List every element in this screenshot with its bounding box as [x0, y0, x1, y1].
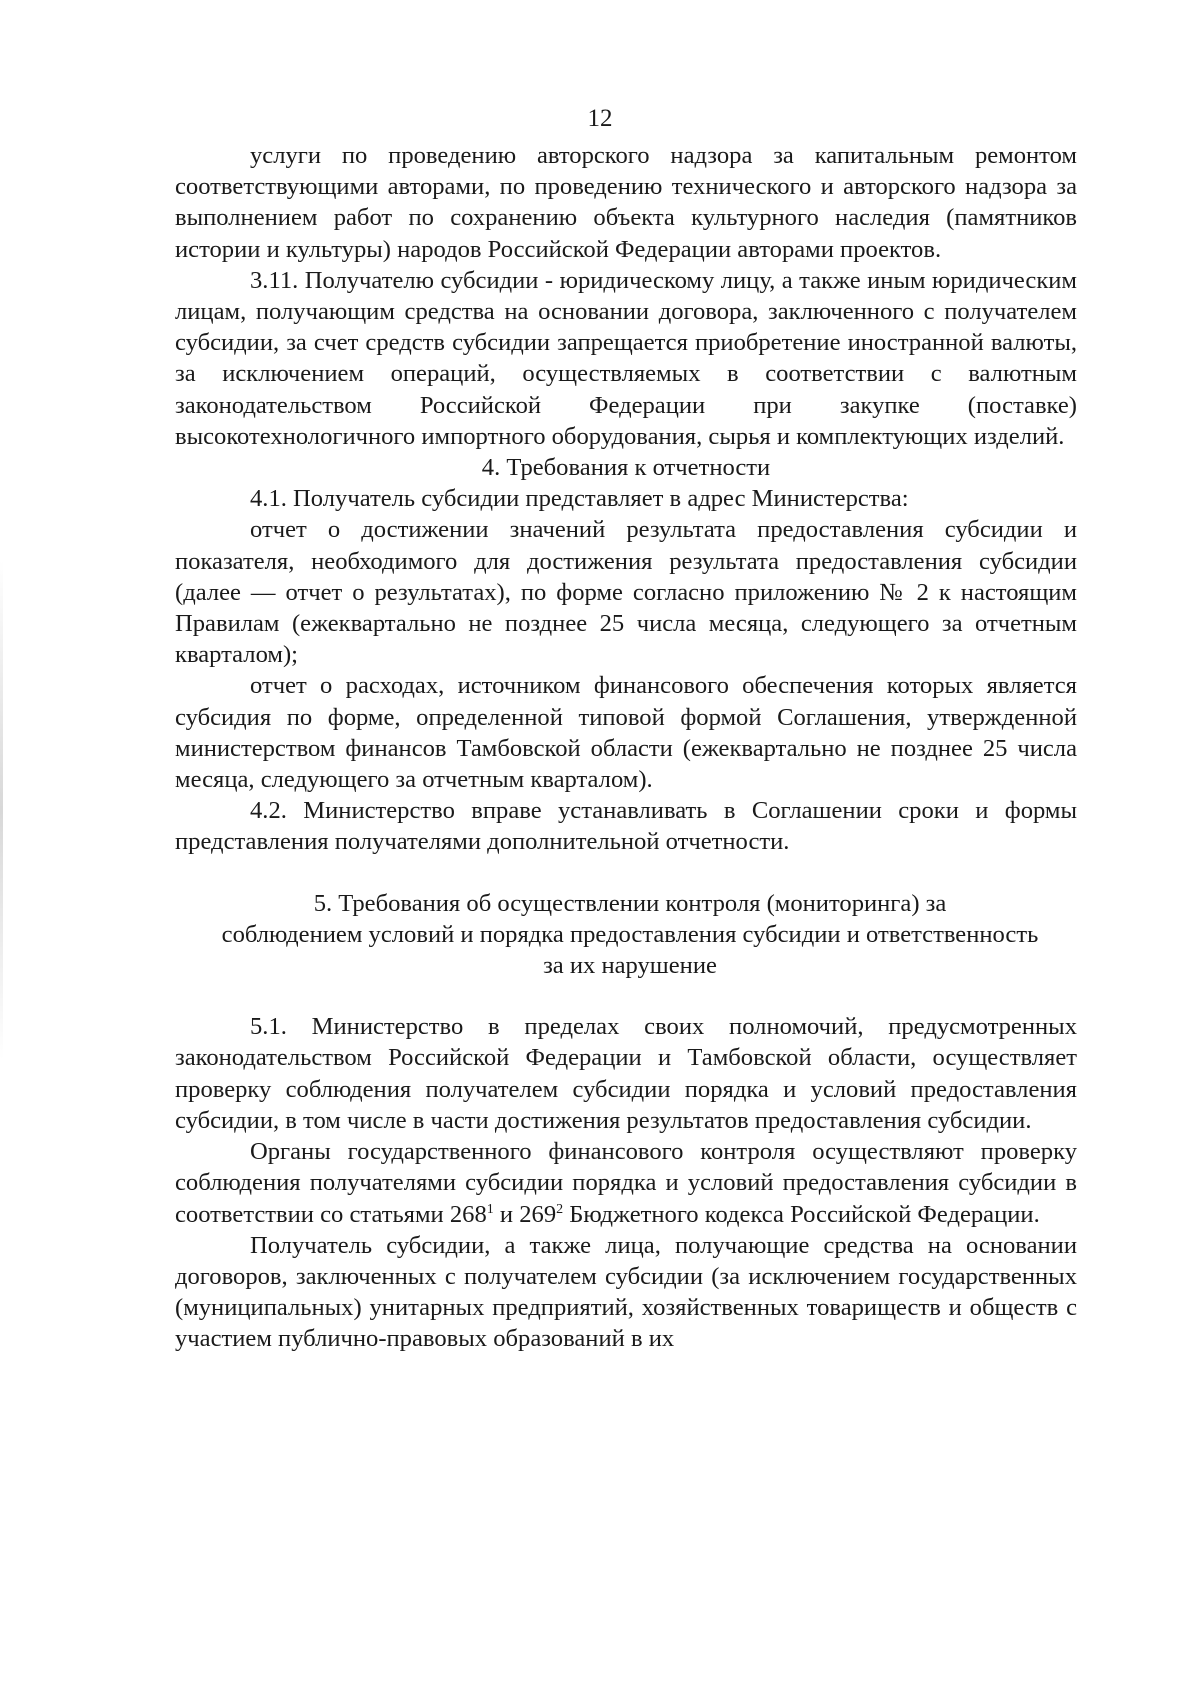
superscript-2: 2 — [556, 1201, 564, 1217]
section-4-heading: 4. Требования к отчетности — [481, 454, 771, 482]
section-5-heading-line-3: за их нарушение — [543, 952, 717, 980]
paragraph-4-1: 4.1. Получатель субсидии представляет в адрес Министерства: — [250, 485, 909, 513]
paragraph-3-11: 3.11. Получателю субсидии - юридическому лицу, а также иным юридическим лицам, получающим средства на основании договора, заключенного с получателем субсидии, за счет средств субсидии запрещается приобретение иностранной валюты, за исключением операций, осуществляемых в соответствии с валютным законодательством Российской Федерации при закупке (поставке) высокотехнологичного импортного оборудования, сырья и комплектующих изделий. — [175, 266, 1077, 450]
paragraph-5-1: 5.1. Министерство в пределах своих полномочий, предусмотренных законодательством Российской Федерации и Тамбовской области, осуществляет проверку соблюдения получателем субсидии порядка и условий предоставления субсидии, в том числе в части достижения результатов предоставления субсидии. — [175, 1013, 1077, 1134]
scan-edge-shadow — [0, 560, 3, 1060]
section-5-heading-line-1: 5. Требования об осуществлении контроля (мониторинга) за — [313, 889, 947, 917]
document-body — [175, 140, 1077, 1355]
section-5-heading — [175, 888, 1077, 982]
paragraph-financial-control — [175, 1136, 1077, 1230]
superscript-1: 1 — [486, 1201, 494, 1217]
paragraph-financial-control-text-c: Бюджетного кодекса Российской Федерации. — [563, 1200, 1040, 1228]
paragraph-recipient-obligations: Получатель субсидии, а также лица, получающие средства на основании договоров, заключенных с получателем субсидии (за исключением государственных (муниципальных) унитарных предприятий, хозяйственных товариществ и обществ с участием публично-правовых образований в их — [175, 1231, 1077, 1353]
paragraph-continuation: услуги по проведению авторского надзора за капитальным ремонтом соответствующими авторами, по проведению технического и авторского надзора за выполнением работ по сохранению объекта культурного наследия (памятников истории и культуры) народов Российской Федерации авторами проектов. — [175, 142, 1077, 263]
section-5-heading-line-2: соблюдением условий и порядка предоставления субсидии и ответственность — [221, 920, 1039, 948]
paragraph-4-2: 4.2. Министерство вправе устанавливать в Соглашении сроки и формы представления получателями дополнительной отчетности. — [175, 797, 1077, 856]
page-number: 12 — [587, 105, 613, 132]
paragraph-financial-control-text-a: Органы государственного финансового контроля осуществляют проверку соблюдения получателями субсидии порядка и условий предоставления субсидии в соответствии со статьями 268 — [175, 1138, 1077, 1228]
paragraph-report-expenses: отчет о расходах, источником финансового обеспечения которых является субсидия по форме, определенной типовой формой Соглашения, утвержденной министерством финансов Тамбовской области (ежеквартально не позднее 25 числа месяца, следующего за отчетным кварталом). — [175, 672, 1077, 794]
paragraph-financial-control-text-b: и 269 — [493, 1200, 557, 1228]
paragraph-report-results: отчет о достижении значений результата предоставления субсидии и показателя, необходимого для достижения результата предоставления субсидии (далее — отчет о результатах), по форме согласно приложению № 2 к настоящим Правилам (ежеквартально не позднее 25 числа месяца, следующего за отчетным кварталом); — [175, 516, 1077, 669]
